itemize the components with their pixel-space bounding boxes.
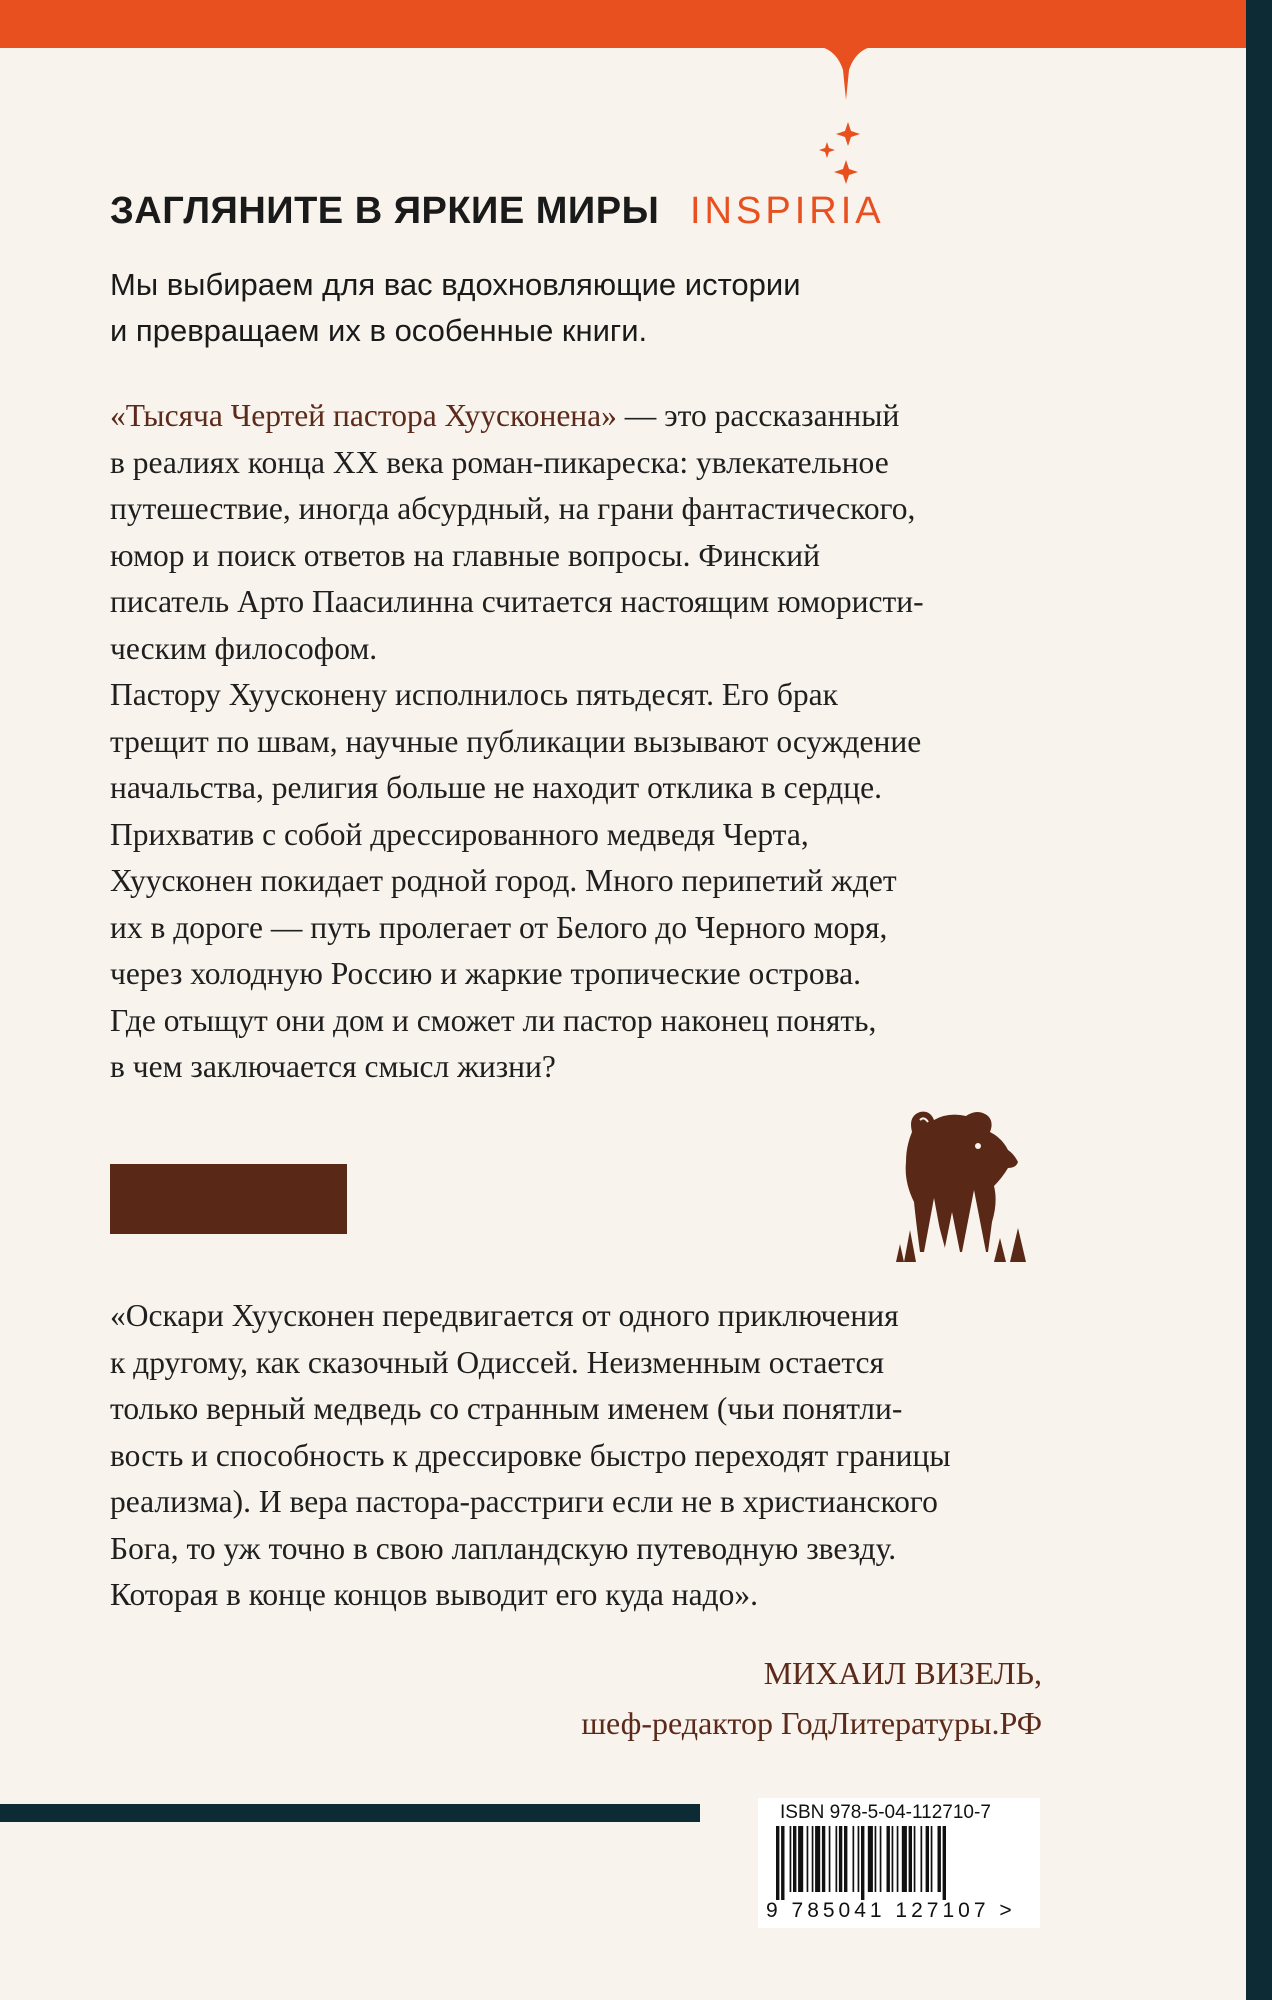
- review-line: только верный медведь со странным именем (чьи понятли-: [110, 1391, 903, 1426]
- description-line: начальства, религия больше не находит отклика в сердце.: [110, 770, 883, 805]
- review-line: к другому, как сказочный Одиссей. Неизменным остается: [110, 1344, 885, 1380]
- description-line: юмор и поиск ответов на главные вопросы. Финский: [110, 537, 820, 573]
- description-line: Прихватив с собой дрессированного медведя Черта,: [110, 816, 809, 852]
- review-line: «Оскари Хуусконен передвигается от одного приключения: [110, 1298, 899, 1333]
- bear-forest-illustration: [890, 1102, 1040, 1262]
- description-line: писатель Арто Паасилинна считается настоящим юмористи-: [110, 584, 924, 619]
- brown-accent-block: [110, 1164, 347, 1234]
- barcode-digits: 9 785041 127107 >: [766, 1899, 1016, 1922]
- description-line: в реалиях конца XX века роман-пикареска: увлекательное: [110, 444, 889, 480]
- description-line: путешествие, иногда абсурдный, на грани фантастического,: [110, 491, 916, 526]
- description-line: в чем заключается смысл жизни?: [110, 1049, 556, 1084]
- sparkle-stars-icon: [818, 118, 868, 188]
- review-line: Бога, то уж точно в свою лапландскую путеводную звезду.: [110, 1530, 897, 1566]
- barcode-bars: [776, 1826, 1022, 1900]
- review-author-role: шеф-редактор ГодЛитературы.РФ: [581, 1705, 1042, 1741]
- book-title-quote: «Тысяча Чертей пастора Хуусконена»: [110, 398, 617, 433]
- brand-name: INSPIRIA: [690, 190, 885, 232]
- review-line: Которая в конце концов выводит его куда надо».: [110, 1577, 758, 1612]
- description-line: Где отыщут они дом и сможет ли пастор наконец понять,: [110, 1002, 877, 1038]
- description-text: — это рассказанный: [616, 398, 900, 433]
- description-line: Пастору Хуусконену исполнилось пятьдесят. Его брак: [110, 677, 838, 712]
- description-line: Хуусконен покидает родной город. Много перипетий ждет: [110, 863, 897, 898]
- description-line: [110, 393, 924, 440]
- right-edge-stripe: [1246, 0, 1272, 2000]
- top-tab-shape: [0, 0, 1272, 110]
- review-quote: [110, 1293, 951, 1619]
- review-line: реализма). И вера пастора-расстриги если не в христианского: [110, 1484, 938, 1519]
- description-line: через холодную Россию и жаркие тропические острова.: [110, 956, 861, 991]
- tagline: [110, 262, 801, 354]
- isbn-number: ISBN 978-5-04-112710-7: [780, 1802, 991, 1823]
- series-headline: ЗАГЛЯНИТЕ В ЯРКИЕ МИРЫ: [110, 190, 660, 232]
- tagline-line: и превращаем их в особенные книги.: [110, 313, 648, 348]
- description-line: их в дороге — путь пролегает от Белого до Черного моря,: [110, 909, 888, 945]
- description-line: трещит по швам, научные публикации вызывают осуждение: [110, 723, 922, 759]
- review-author: МИХАИЛ ВИЗЕЛЬ,: [763, 1655, 1042, 1691]
- tagline-line: Мы выбираем для вас вдохновляющие истории: [110, 267, 801, 302]
- bottom-teal-bar: [0, 1804, 700, 1822]
- review-line: вость и способность к дрессировке быстро переходят границы: [110, 1437, 951, 1473]
- book-description: [110, 393, 924, 1091]
- description-line: ческим философом.: [110, 630, 378, 666]
- isbn-barcode: [758, 1798, 1040, 1928]
